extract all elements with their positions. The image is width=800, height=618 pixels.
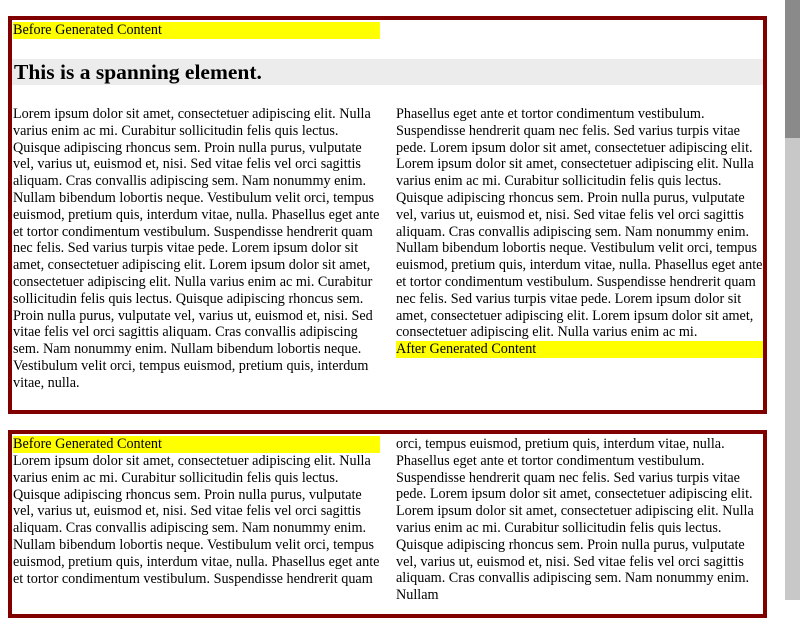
column-1-body <box>13 106 380 392</box>
spanning-heading: This is a spanning element. <box>14 60 262 84</box>
column-1-text: Lorem ipsum dolor sit amet, consectetuer adipiscing elit. Nulla varius enim ac mi. Curabitur sollicitudin felis quis lectus. Quisque adipiscing rhoncus sem. Proin nulla purus, vulputate vel, varius ut, euismod et, nisi. Sed vitae felis vel orci sagittis aliquam. Cras convallis adipiscing sem. Nam nonummy enim. Nullam bibendum lobortis neque. Vestibulum velit orci, tempus euismod, pretium quis, interdum vitae, nulla. Phasellus eget ante et tortor condimentum vestibulum. Suspendisse hendrerit quam <box>13 453 380 587</box>
before-generated-content: Before Generated Content <box>13 436 380 453</box>
before-generated-content: Before Generated Content <box>13 22 380 39</box>
multicol-container-2 <box>8 430 767 618</box>
column-1-text: Lorem ipsum dolor sit amet, consectetuer adipiscing elit. Nulla varius enim ac mi. Curabitur sollicitudin felis quis lectus. Quisque adipiscing rhoncus sem. Proin nulla purus, vulputate vel, varius ut, euismod et, nisi. Sed vitae felis vel orci sagittis aliquam. Cras convallis adipiscing sem. Nam nonummy enim. Nullam bibendum lobortis neque. Vestibulum velit orci, tempus euismod, pretium quis, interdum vitae, nulla. Phasellus eget ante et tortor condimentum vestibulum. Suspendisse hendrerit quam nec felis. Sed varius turpis vitae pede. Lorem ipsum dolor sit amet, consectetuer adipiscing elit. Lorem ipsum dolor sit amet, consectetuer adipiscing elit. Nulla varius enim ac mi. Curabitur sollicitudin felis quis lectus. Quisque adipiscing rhoncus sem. Proin nulla purus, vulputate vel, varius ut, euismod et, nisi. Sed vitae felis vel orci sagittis aliquam. Cras convallis adipiscing sem. Nam nonummy enim. Nullam bibendum lobortis neque. Vestibulum velit orci, tempus euismod, pretium quis, interdum vitae, nulla. <box>13 106 380 391</box>
column-2-body <box>396 106 763 358</box>
after-generated-content: After Generated Content <box>396 341 763 358</box>
column-1 <box>13 436 380 587</box>
multicol-container-1 <box>8 16 767 414</box>
column-2 <box>396 436 763 604</box>
column-2-text: orci, tempus euismod, pretium quis, interdum vitae, nulla. Phasellus eget ante et tortor condimentum vestibulum. Suspendisse hendrerit quam nec felis. Sed varius turpis vitae pede. Lorem ipsum dolor sit amet, consectetuer adipiscing elit. Lorem ipsum dolor sit amet, consectetuer adipiscing elit. Nulla varius enim ac mi. Curabitur sollicitudin felis quis lectus. Quisque adipiscing rhoncus sem. Proin nulla purus, vulputate vel, varius ut, euismod et, nisi. Sed vitae felis vel orci sagittis aliquam. Cras convallis adipiscing sem. Nam nonummy enim. Nullam <box>396 436 754 604</box>
column-1 <box>13 22 380 39</box>
spanning-element <box>12 59 763 85</box>
column-2-text: Phasellus eget ante et tortor condimentum vestibulum. Suspendisse hendrerit quam nec felis. Sed varius turpis vitae pede. Lorem ipsum dolor sit amet, consectetuer adipiscing elit. Lorem ipsum dolor sit amet, consectetuer adipiscing elit. Nulla varius enim ac mi. Curabitur sollicitudin felis quis lectus. Quisque adipiscing rhoncus sem. Proin nulla purus, vulputate vel, varius ut, euismod et, nisi. Sed vitae felis vel orci sagittis aliquam. Cras convallis adipiscing sem. Nam nonummy enim. Nullam bibendum lobortis neque. Vestibulum velit orci, tempus euismod, pretium quis, interdum vitae, nulla. Phasellus eget ante et tortor condimentum vestibulum. Suspendisse hendrerit quam nec felis. Sed varius turpis vitae pede. Lorem ipsum dolor sit amet, consectetuer adipiscing elit. Lorem ipsum dolor sit amet, consectetuer adipiscing elit. Nulla varius enim ac mi. <box>396 106 763 341</box>
scrollbar-thumb[interactable] <box>785 0 800 138</box>
